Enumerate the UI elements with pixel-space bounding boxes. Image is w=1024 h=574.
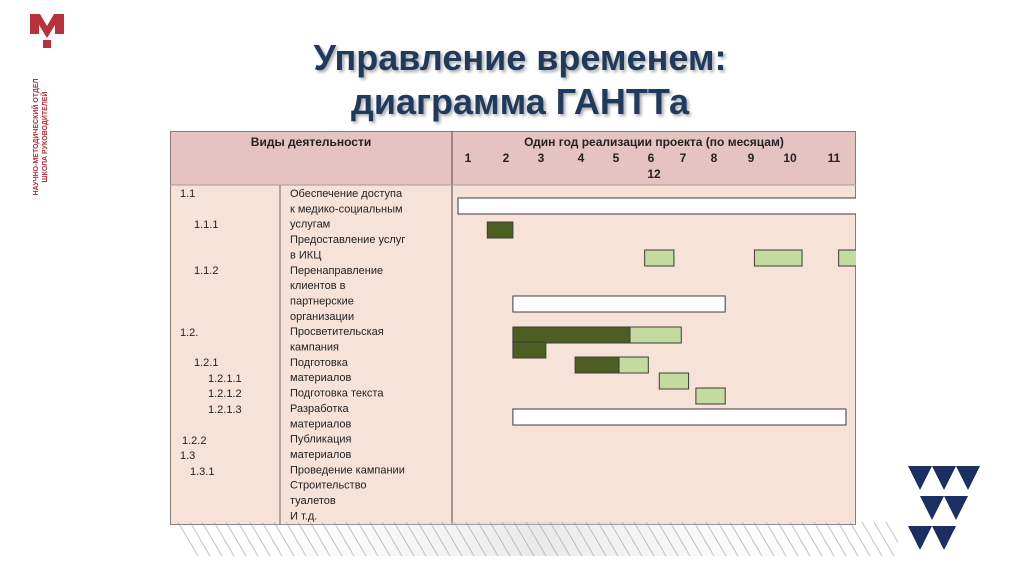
- description-line: туалетов: [290, 495, 336, 507]
- description-line: клиентов в: [290, 280, 346, 293]
- month-label-2: 2: [502, 151, 510, 165]
- month-label-11: 11: [827, 151, 841, 165]
- code-label: 1.1: [180, 188, 196, 200]
- description-line: Перенаправление: [290, 264, 384, 277]
- triangle-2: [932, 466, 956, 490]
- gantt-bar-light: [630, 327, 681, 343]
- decorative-stripes: [178, 522, 898, 556]
- month-label-8: 8: [710, 151, 718, 165]
- page-title: [240, 36, 800, 124]
- logo-m-shape: [30, 14, 64, 38]
- month-label-6: 6: [647, 151, 655, 165]
- description-line: Просветительская: [290, 326, 384, 339]
- description-line: организации: [290, 310, 355, 323]
- logo-bar: [43, 40, 51, 48]
- month-label-12: 12: [647, 167, 661, 181]
- title-line-1: Управление временем:: [313, 37, 727, 78]
- description-line: Обеспечение доступа: [290, 188, 403, 200]
- gantt-bar-outline: [513, 409, 846, 425]
- description-line: к медико-социальным: [290, 203, 403, 216]
- month-label-10: 10: [783, 151, 797, 165]
- description-line: в ИКЦ: [290, 249, 322, 262]
- month-label-9: 9: [747, 151, 755, 165]
- description-line: партнерские: [290, 295, 354, 308]
- gantt-bar-dark: [487, 222, 513, 238]
- gantt-bar-light: [645, 250, 674, 266]
- description-line: услугам: [290, 218, 331, 231]
- description-line: Разработка: [290, 402, 349, 415]
- code-label: 1.2.2: [182, 435, 207, 447]
- gantt-bar-light: [839, 250, 856, 266]
- triangle-1: [908, 466, 932, 490]
- gantt-chart: [170, 131, 856, 525]
- description-line: Подготовка: [290, 356, 348, 369]
- gantt-bar-outline: [513, 296, 725, 312]
- code-label: 1.3: [180, 450, 196, 462]
- description-line: Публикация: [290, 433, 352, 446]
- organization-caption: [33, 62, 49, 212]
- month-label-4: 4: [577, 151, 585, 165]
- triangle-5: [944, 496, 968, 520]
- triangle-6: [908, 526, 932, 550]
- gantt-bar-light: [659, 373, 688, 389]
- code-label: 1.2.1.2: [208, 388, 242, 400]
- gantt-bar-dark: [513, 342, 546, 358]
- organization-line-2: ШКОЛА РУКОВОДИТЕЛЕЙ: [42, 91, 49, 183]
- code-label: 1.1.1: [194, 219, 219, 231]
- code-label: 1.1.2: [194, 265, 219, 277]
- gantt-bar-dark: [575, 357, 619, 373]
- month-label-1: 1: [464, 151, 472, 165]
- triangle-7: [932, 526, 956, 550]
- gantt-bar-dark: [513, 327, 630, 343]
- gantt-bar-light: [619, 357, 648, 373]
- triangle-4: [920, 496, 944, 520]
- title-line-2: диаграмма ГАНТТа: [350, 81, 690, 122]
- brand-logo: [28, 12, 66, 50]
- organization-line-1: НАУЧНО-МЕТОДИЧЕСКИЙ ОТДЕЛ: [33, 78, 40, 196]
- code-label: 1.2.: [180, 327, 199, 339]
- month-label-5: 5: [612, 151, 620, 165]
- gantt-bar-light: [754, 250, 802, 266]
- description-line: материалов: [290, 372, 352, 385]
- description-line: материалов: [290, 418, 352, 431]
- code-label: 1.2.1.1: [208, 373, 242, 385]
- description-line: И т.д.: [290, 510, 318, 523]
- description-line: кампания: [290, 341, 339, 354]
- triangles-logo: [908, 466, 980, 550]
- description-line: Строительство: [290, 479, 367, 492]
- description-line: материалов: [290, 448, 352, 461]
- activities-header: Виды деятельности: [250, 135, 372, 149]
- code-label: 1.2.1: [194, 357, 219, 369]
- month-label-3: 3: [537, 151, 545, 165]
- gantt-bar-light: [696, 388, 725, 404]
- description-line: Подготовка текста: [290, 387, 384, 400]
- description-line: Проведение кампании: [290, 464, 405, 477]
- month-label-7: 7: [679, 151, 687, 165]
- description-line: Предоставление услуг: [290, 234, 406, 247]
- triangle-3: [956, 466, 980, 490]
- code-label: 1.2.1.3: [208, 404, 242, 416]
- gantt-bar-outline: [458, 198, 856, 214]
- code-label: 1.3.1: [190, 466, 215, 478]
- timeline-header: Один год реализации проекта (по месяцам): [524, 135, 784, 149]
